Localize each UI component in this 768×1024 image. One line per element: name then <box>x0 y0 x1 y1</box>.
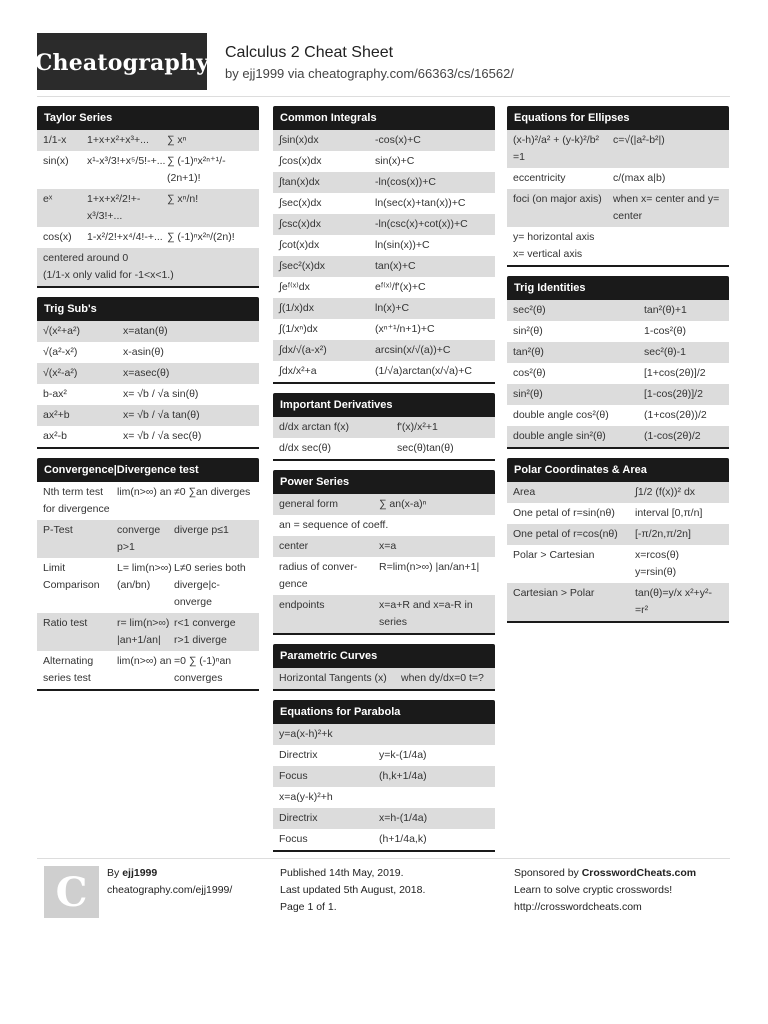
table-row <box>37 321 259 342</box>
note-line: y= horizontal axis <box>513 231 595 243</box>
cell: √(a²-x²) <box>43 346 78 358</box>
table-row <box>507 405 729 426</box>
table-row <box>507 426 729 447</box>
table-row <box>507 300 729 321</box>
cell: ∫dx/√(a-x²) <box>279 344 327 356</box>
cell: ∑ xⁿ/n! <box>167 193 199 205</box>
cell: cos²(θ) <box>513 367 546 379</box>
cell: c=√(|a²-b²|) <box>613 134 665 146</box>
table-row <box>273 829 495 850</box>
table-row <box>273 151 495 172</box>
cell: x= √b / √a sec(θ) <box>123 430 202 442</box>
cell: tan²(θ)+1 <box>644 304 687 316</box>
cell: 1-cos²(θ) <box>644 325 687 337</box>
table-row <box>273 214 495 235</box>
taylor-series-section <box>37 106 259 288</box>
sponsored-by: Sponsored by <box>514 867 579 879</box>
section-note <box>507 227 729 265</box>
cell: sin(x) <box>43 155 69 167</box>
cell: x=a+R and x=a-R in series <box>379 599 473 628</box>
cell: r= lim(n>∞) |an+1/an| <box>117 617 170 646</box>
cell: One petal of r=sin(nθ) <box>513 507 615 519</box>
cell: double angle sin²(θ) <box>513 430 606 442</box>
cheatography-logo[interactable]: Cheatography <box>37 35 207 90</box>
common-integrals-section <box>273 106 495 384</box>
table-row <box>273 340 495 361</box>
section-title: Trig Sub's <box>37 297 259 321</box>
column-2 <box>273 106 495 861</box>
cell: tan²(θ) <box>513 346 544 358</box>
byline-via: via <box>287 66 305 81</box>
cell: √(x²-a²) <box>43 367 78 379</box>
trig-identities-section <box>507 276 729 449</box>
cell: Cartesian > Polar <box>513 587 595 599</box>
cell: ∫(1/x)dx <box>279 302 314 314</box>
cell: -ln(csc(x)+cot(x))+C <box>375 218 468 230</box>
cell: y=a(x-h)²+k <box>279 728 333 740</box>
cell: endpoints <box>279 599 325 611</box>
cell: Directrix <box>279 749 318 761</box>
cell: ∫tan(x)dx <box>279 176 320 188</box>
cell: L= lim(n>∞) (an/bn) <box>117 562 172 591</box>
cell: eˣ <box>43 193 53 205</box>
note-line: (1/1-x only valid for -1<x<1.) <box>43 269 174 281</box>
cell: [1-cos(2θ)]/2 <box>644 388 703 400</box>
cell: ∫cos(x)dx <box>279 155 322 167</box>
sponsor-name[interactable]: CrosswordCheats.com <box>581 867 697 879</box>
table-row <box>273 494 495 515</box>
cell: ∫cot(x)dx <box>279 239 320 251</box>
parametric-curves-section <box>273 644 495 691</box>
parabola-section <box>273 700 495 852</box>
table-row <box>37 227 259 248</box>
cell: f'(x)/x²+1 <box>397 421 438 433</box>
cell: sec²(θ) <box>513 304 546 316</box>
table-row <box>273 668 495 689</box>
cell: -ln(cos(x))+C <box>375 176 436 188</box>
cell: ≠0 ∑an diverges <box>174 486 251 498</box>
section-title: Parametric Curves <box>273 644 495 668</box>
cell: (1+cos(2θ))/2 <box>644 409 707 421</box>
author-link[interactable]: ejj1999 <box>242 66 285 81</box>
table-row <box>507 130 729 168</box>
cell: [-π/2n,π/2n] <box>635 528 691 540</box>
footer-by: By <box>107 867 120 879</box>
cell: R=lim(n>∞) |an/an+1| <box>379 561 480 573</box>
cell: lim(n>∞) an <box>117 486 172 498</box>
cell: converge p>1 <box>117 524 161 553</box>
footer-author <box>107 865 232 899</box>
cell: x=h-(1/4a) <box>379 812 428 824</box>
cell: 1-x²/2!+x⁴/4!-+... <box>87 231 163 243</box>
table-row <box>273 808 495 829</box>
note-text <box>43 250 253 284</box>
cell: ln(sin(x))+C <box>375 239 430 251</box>
cell: 1+x+x²+x³+... <box>87 134 149 146</box>
cell: ∑ xⁿ <box>167 134 187 146</box>
column-1 <box>37 106 259 700</box>
cell: x=rcos(θ) y=rsin(θ) <box>635 549 680 578</box>
cell: Area <box>513 486 536 498</box>
cell: sec²(θ)-1 <box>644 346 687 358</box>
footer-author-line <box>107 865 232 882</box>
cell: (1-cos(2θ)/2 <box>644 430 701 442</box>
cell: d/dx arctan f(x) <box>279 421 350 433</box>
table-row <box>273 438 495 459</box>
section-title: Power Series <box>273 470 495 494</box>
cell: c/(max a|b) <box>613 172 666 184</box>
cell: (h+1/4a,k) <box>379 833 427 845</box>
cell: ∫sec²(x)dx <box>279 260 326 272</box>
cell: x¹-x³/3!+x⁵/5!-+... <box>87 155 166 167</box>
cell: √(x²+a²) <box>43 325 80 337</box>
ellipses-section <box>507 106 729 267</box>
important-derivatives-section <box>273 393 495 461</box>
section-note <box>37 248 259 286</box>
table-row <box>273 557 495 595</box>
cell: Focus <box>279 770 308 782</box>
cell: double angle cos²(θ) <box>513 409 609 421</box>
table-row <box>507 482 729 503</box>
page-count: Page 1 of 1. <box>280 901 337 913</box>
table-row <box>273 766 495 787</box>
cell: eccentricity <box>513 172 566 184</box>
cell: One petal of r=cos(nθ) <box>513 528 618 540</box>
table-row <box>273 417 495 438</box>
table-row <box>273 787 495 808</box>
section-title: Polar Coordinates & Area <box>507 458 729 482</box>
cell: x=a(y-k)²+h <box>279 791 333 803</box>
table-row <box>273 298 495 319</box>
cell: cos(x) <box>43 231 72 243</box>
cell: Directrix <box>279 812 318 824</box>
table-row <box>507 189 729 227</box>
section-title: Convergence|Divergence test <box>37 458 259 482</box>
footer-author-url[interactable]: cheatography.com/ejj1999/ <box>107 884 233 896</box>
cell: 1/1-x <box>43 134 67 146</box>
cell: radius of conver-gence <box>279 561 358 590</box>
cell: Horizontal Tangents (x) <box>279 672 387 684</box>
table-row <box>273 319 495 340</box>
table-row <box>37 342 259 363</box>
cell: ∑ an(x-a)ⁿ <box>379 498 427 510</box>
cell: an = sequence of coeff. <box>279 519 389 531</box>
trig-subs-section <box>37 297 259 449</box>
table-row <box>37 482 259 520</box>
cell: diverge p≤1 <box>174 524 229 536</box>
table-row <box>273 595 495 633</box>
section-title: Equations for Parabola <box>273 700 495 724</box>
polar-coordinates-section <box>507 458 729 623</box>
sponsor-tagline: Learn to solve cryptic crosswords! <box>514 884 673 896</box>
cell: P-Test <box>43 524 73 536</box>
table-row <box>273 235 495 256</box>
cell: ln(sec(x)+tan(x))+C <box>375 197 466 209</box>
cell: x= √b / √a tan(θ) <box>123 409 200 421</box>
table-row <box>507 503 729 524</box>
cell: 1+x+x²/2!+-x³/3!+... <box>87 193 141 222</box>
table-row <box>507 524 729 545</box>
table-row <box>37 151 259 189</box>
cell: Alternating series test <box>43 655 94 684</box>
section-title: Equations for Ellipses <box>507 106 729 130</box>
power-series-section <box>273 470 495 635</box>
cell: ∫sec(x)dx <box>279 197 322 209</box>
cell: when x= center and y= center <box>613 193 720 222</box>
table-row <box>37 384 259 405</box>
cell: interval [0,π/n] <box>635 507 703 519</box>
cell: d/dx sec(θ) <box>279 442 331 454</box>
table-row <box>273 361 495 382</box>
footer-divider <box>37 858 730 859</box>
cell: L≠0 series both diverge|c-onverge <box>174 562 246 608</box>
sheet-url-link[interactable]: cheatography.com/66363/cs/16562/ <box>308 66 514 81</box>
cell: ∫eᶠ⁽ˣ⁾dx <box>279 281 310 293</box>
cell: ∫1/2 (f(x))² dx <box>635 486 696 498</box>
cell: (1/√a)arctan(x/√a)+C <box>375 365 473 377</box>
footer-dates <box>280 865 425 916</box>
cell: ∫sin(x)dx <box>279 134 319 146</box>
table-row <box>273 130 495 151</box>
table-row <box>273 256 495 277</box>
table-row <box>37 426 259 447</box>
note-line: centered around 0 <box>43 252 129 264</box>
footer-sponsor <box>514 865 696 916</box>
cell: (h,k+1/4a) <box>379 770 427 782</box>
cell: sin²(θ) <box>513 325 543 337</box>
column-3 <box>507 106 729 632</box>
cell: (x-h)²/a² + (y-k)²/b² =1 <box>513 134 600 163</box>
cell: r<1 converge r>1 diverge <box>174 617 236 646</box>
table-row <box>273 277 495 298</box>
cell: tan(x)+C <box>375 260 416 272</box>
cell: center <box>279 540 309 552</box>
cell: x=asec(θ) <box>123 367 170 379</box>
sponsor-url[interactable]: http://crosswordcheats.com <box>514 901 642 913</box>
cell: ∫(1/xⁿ)dx <box>279 323 318 335</box>
table-row <box>507 321 729 342</box>
table-row <box>37 189 259 227</box>
table-row <box>273 724 495 745</box>
cell: Ratio test <box>43 617 88 629</box>
cell: -cos(x)+C <box>375 134 421 146</box>
cell: x= √b / √a sin(θ) <box>123 388 199 400</box>
table-row <box>37 130 259 151</box>
section-title: Important Derivatives <box>273 393 495 417</box>
table-row <box>507 384 729 405</box>
note-text <box>513 229 723 263</box>
table-row <box>273 193 495 214</box>
table-row <box>507 545 729 583</box>
cell: [1+cos(2θ)]/2 <box>644 367 706 379</box>
header-divider <box>37 96 730 97</box>
table-row <box>273 172 495 193</box>
cell: ln(x)+C <box>375 302 410 314</box>
cell: ∑ (-1)ⁿx²ⁿ/(2n)! <box>167 231 235 243</box>
section-title: Common Integrals <box>273 106 495 130</box>
table-row <box>37 520 259 558</box>
cell: Polar > Cartesian <box>513 549 595 561</box>
table-row <box>507 583 729 621</box>
cell: arcsin(x/√(a))+C <box>375 344 451 356</box>
cell: sin(x)+C <box>375 155 415 167</box>
table-row <box>507 168 729 189</box>
cell: ∫csc(x)dx <box>279 218 321 230</box>
cell: tan(θ)=y/x x²+y²-=r² <box>635 587 713 616</box>
table-row <box>37 558 259 613</box>
cell: ax²-b <box>43 430 67 442</box>
cell: Limit Comparison <box>43 562 100 591</box>
footer-logo[interactable]: C <box>44 866 99 918</box>
cell: =0 ∑ (-1)ⁿan converges <box>174 655 232 684</box>
page-title: Calculus 2 Cheat Sheet <box>225 44 394 61</box>
cell: (xⁿ⁺¹/n+1)+C <box>375 323 435 335</box>
cell: x=atan(θ) <box>123 325 168 337</box>
cell: x-asin(θ) <box>123 346 164 358</box>
cell: when dy/dx=0 t=? <box>401 672 484 684</box>
cell: y=k-(1/4a) <box>379 749 427 761</box>
table-row <box>273 745 495 766</box>
table-row <box>273 536 495 557</box>
table-row <box>37 613 259 651</box>
byline-by: by <box>225 66 239 81</box>
cell: ∑ (-1)ⁿx²ⁿ⁺¹/-(2n+1)! <box>167 155 226 184</box>
note-line: x= vertical axis <box>513 248 583 260</box>
cell: x=a <box>379 540 397 552</box>
section-title: Trig Identities <box>507 276 729 300</box>
cell: Nth term test for divergence <box>43 486 110 515</box>
table-row <box>37 363 259 384</box>
updated-date: Last updated 5th August, 2018. <box>280 884 426 896</box>
cell: foci (on major axis) <box>513 193 602 205</box>
table-row <box>507 342 729 363</box>
byline <box>225 66 514 81</box>
section-title: Taylor Series <box>37 106 259 130</box>
cell: general form <box>279 498 338 510</box>
cell: eᶠ⁽ˣ⁾/f'(x)+C <box>375 281 426 293</box>
cell: sec(θ)tan(θ) <box>397 442 454 454</box>
table-row <box>507 363 729 384</box>
cell: lim(n>∞) an <box>117 655 172 667</box>
table-row <box>37 651 259 689</box>
cell: Focus <box>279 833 308 845</box>
cell: ax²+b <box>43 409 70 421</box>
sponsor-line <box>514 865 696 882</box>
published-date: Published 14th May, 2019. <box>280 867 404 879</box>
table-row <box>273 515 495 536</box>
convergence-section <box>37 458 259 691</box>
cell: sin²(θ) <box>513 388 543 400</box>
footer-author-name[interactable]: ejj1999 <box>122 867 158 879</box>
cell: ∫dx/x²+a <box>279 365 317 377</box>
table-row <box>37 405 259 426</box>
cell: b-ax² <box>43 388 67 400</box>
